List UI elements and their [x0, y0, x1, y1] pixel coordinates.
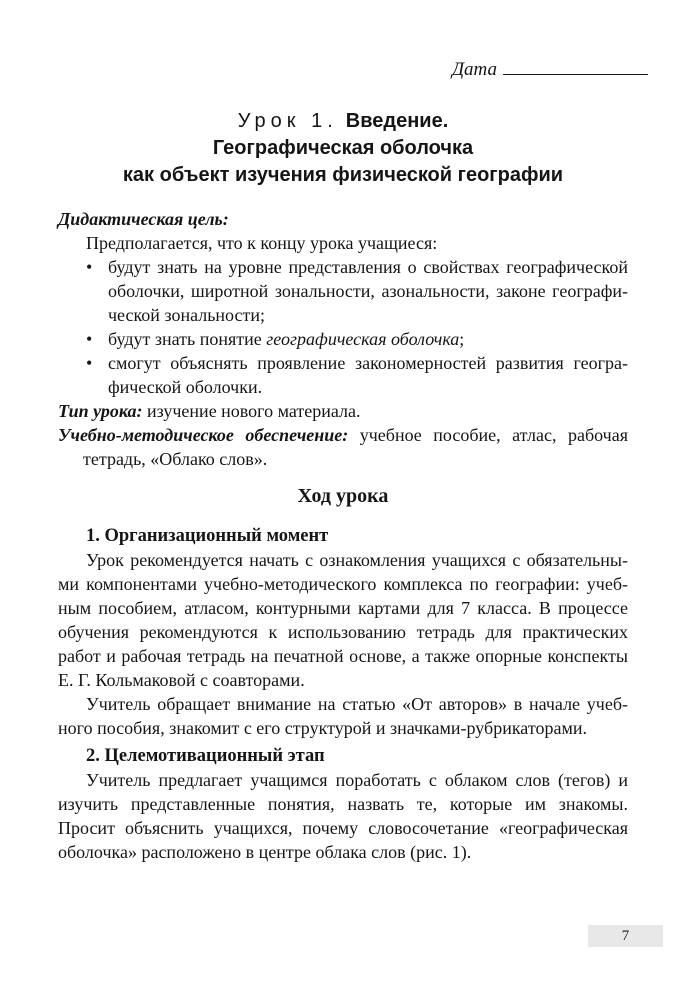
paragraph: Учитель обращает внимание на статью «От авторов» в начале учебного пособия, знакомит с его структурой и значками-рубрикаторами. — [58, 694, 628, 738]
date-label: Дата — [451, 59, 497, 80]
lesson-topic: Введение. — [345, 110, 449, 132]
lesson-type-row — [58, 399, 628, 423]
materials-label: Учебно-методическое обеспечение: — [58, 425, 349, 445]
materials-value: учебное пособие, атлас, рабочая тетрадь, «Облако слов». — [83, 425, 628, 469]
paragraph: Урок рекомендуется начать с ознакомления учащихся с обязательными компонентами учебно-методического комплекса по географии: учебным пособием, атласом, контурными картами для 7 класса. В процессе обучения рекомендуются к использованию тетрадь для практических работ и рабочая тетрадь на печатной основе, а также опорные конспекты Е. Г. Кольмаковой с соавторами. — [58, 550, 628, 690]
lesson-type-value: изучение нового материала. — [147, 401, 361, 421]
date-row — [58, 58, 648, 82]
goal-text-post: ; — [459, 329, 465, 349]
section-organizational — [58, 524, 628, 740]
lesson-flow-heading: Ход урока — [297, 485, 389, 507]
list-item — [58, 255, 628, 327]
didactic-goal-label-text: Дидактическая цель: — [58, 209, 229, 229]
lesson-title-line3: как объект изучения физической географии — [122, 164, 564, 186]
list-item — [58, 327, 628, 351]
lesson-type-label: Тип урока: — [58, 401, 143, 421]
section-motivational — [58, 744, 628, 864]
section-title: 1. Организационный момент — [86, 526, 329, 546]
paragraph: Учитель предлагает учащимся поработать с облаком слов (тегов) и изучить представленные понятия, назвать те, которые им знакомы. Просит объяснить учащихся, почему словосочетание «географическая оболочка» расположено в центре облака слов (рис. 1). — [58, 770, 628, 862]
lesson-title — [58, 108, 628, 189]
goal-intro: Предполагается, что к концу урока учащиеся: — [86, 233, 438, 253]
goal-text: будут знать на уровне представления о свойствах географической оболочки, широтной зональности, азональности, законе географической зональности; — [108, 257, 628, 325]
lesson-title-line2: Географическая оболочка — [212, 137, 474, 159]
goal-term: географическая оболочка — [266, 329, 460, 349]
bullet-icon: • — [86, 329, 93, 349]
bullet-icon: • — [86, 353, 93, 373]
page-number: 7 — [621, 928, 630, 944]
page-number-badge — [588, 925, 663, 947]
lesson-title-line1 — [58, 108, 628, 135]
bullet-icon: • — [86, 257, 93, 277]
lesson-number: Урок 1. — [237, 110, 338, 132]
didactic-goal-label — [58, 207, 628, 231]
materials-row — [58, 423, 628, 471]
goals-list — [58, 255, 628, 399]
section-title: 2. Целемотивационный этап — [86, 746, 325, 766]
list-item — [58, 351, 628, 399]
goal-text: будут знать понятие — [108, 329, 267, 349]
lesson-meta — [58, 207, 628, 471]
date-blank-line — [503, 74, 648, 75]
goal-text: смогут объяснять проявление закономерностей развития географической оболочки. — [108, 353, 628, 397]
